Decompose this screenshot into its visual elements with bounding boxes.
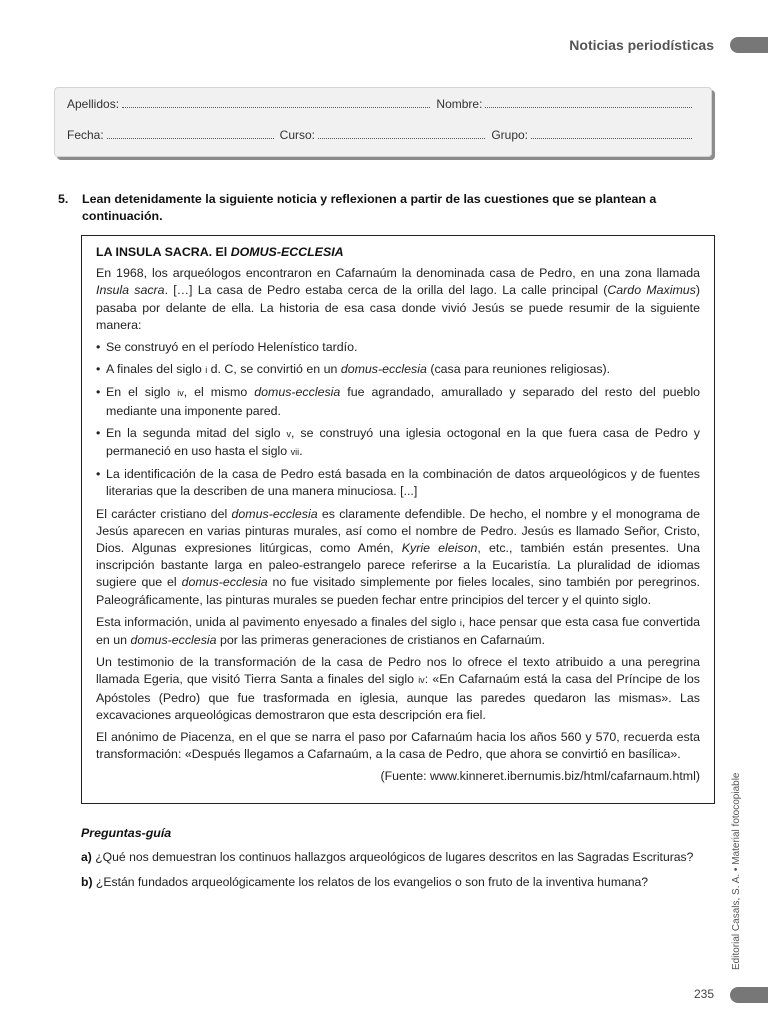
article-intro: En 1968, los arqueólogos encontraron en Cafarnaúm la denominada casa de Pedro, en una zona llamada Insula sacra. […] La casa de Pedro estaba cerca de la orilla del lago. La calle principal (Cardo Maximus) pasaba por delante de ella. La historia de esa casa donde vivió Jesús se puede resumir de la siguiente manera: [96,266,701,332]
question-5 [58,191,714,225]
article-source: (Fuente: www.kinneret.ibernumis.biz/html/cafarnaum.html) [380,769,700,784]
nombre-line[interactable] [485,97,692,108]
nombre-field[interactable] [436,97,698,111]
apellidos-field[interactable] [67,97,436,111]
list-item: • En la segunda mitad del siglo v, se construyó una iglesia octogonal en la que fuera casa de Pedro y permaneció en uso hasta el siglo vii. [96,425,700,459]
header-tab-marker [730,37,768,53]
article-paragraph: Esta información, unida al pavimento enyesado a finales del siglo i, hace pensar que esta casa fue convertida en un domus-ecclesia por las primeras generaciones de cristianos en Cafarnaúm. [96,614,701,648]
apellidos-line[interactable] [122,97,430,108]
article-paragraph: El carácter cristiano del domus-ecclesia es claramente defendible. De hecho, el nombre y el monograma de Jesús aparecen en varias pinturas murales, así como el nombre de Pedro. Jesús es llamado Señor, Cristo, Dios. Algunas expresiones litúrgicas, como Amén, Kyrie eleison, etc., también están presentes. Una inscripción bastante larga en paleo-estrangelo parece referirse a la Eucaristía. La pluralidad de idiomas sugiere que el domus-ecclesia no fue visitado simplemente por fieles locales, sino también por peregrinos. Paleográficamente, las pinturas murales se pueden fechar entre principios del tercer y el quinto siglo. [96,506,700,607]
curso-field[interactable] [280,128,492,142]
grupo-field[interactable] [491,128,698,142]
nombre-label: Nombre: [436,97,483,111]
article-title: LA INSULA SACRA. El DOMUS-ECCLESIA [96,245,344,259]
page-header-title: Noticias periodísticas [569,37,714,53]
news-article-box [81,235,715,804]
curso-label: Curso: [279,128,315,142]
student-info-form [54,87,712,157]
grupo-line[interactable] [531,128,692,139]
footer-tab-marker [730,987,768,1003]
form-row-name [67,97,698,111]
list-item: • Se construyó en el período Helenístico tardío. [96,340,358,355]
apellidos-label: Apellidos: [67,97,120,111]
fecha-field[interactable] [67,128,280,142]
guide-question-b: b) ¿Están fundados arqueológicamente los relatos de los evangelios o son fruto de la inventiva humana? [81,875,649,889]
curso-line[interactable] [318,128,485,139]
guide-questions-title: Preguntas-guía [81,826,172,840]
grupo-label: Grupo: [491,128,529,142]
publisher-side-note: Editorial Casals, S. A. • Material fotocopiable [731,772,742,970]
form-row-class [67,128,698,142]
guide-question-a: a) ¿Qué nos demuestran los continuos hallazgos arqueológicos de lugares descritos en las Sagradas Escrituras? [81,850,694,864]
article-paragraph: Un testimonio de la transformación de la casa de Pedro nos lo ofrece el texto atribuido a una peregrina llamada Egeria, que visitó Tierra Santa a finales del siglo iv: «En Cafarnaúm está la casa del Príncipe de los Apóstoles (Pedro) que fue trasformada en iglesia, aunque las paredes quedaron las mismas». Las excavaciones arqueológicas demostraron que esta descripción era fiel. [96,655,700,722]
fecha-label: Fecha: [67,128,104,142]
list-item: • En el siglo iv, el mismo domus-ecclesia fue agrandado, amurallado y separado del resto del pueblo mediante una imponente pared. [96,385,700,418]
article-paragraph: El anónimo de Piacenza, en el que se narra el paso por Cafarnaúm hacia los años 560 y 570, recuerda esta transformación: «Después llegamos a Cafarnaúm, a la casa de Pedro, que ahora se convirtió en basílica». [96,730,700,762]
list-item: • La identificación de la casa de Pedro está basada en la combinación de datos arqueológicos y de fuentes literarias que la describen de una manera minuciosa. [...] [96,467,700,499]
question-number: 5. [58,192,69,206]
question-text: Lean detenidamente la siguiente noticia y reflexionen a partir de las cuestiones que se plantean a continuación. [82,192,657,223]
list-item: • A finales del siglo i d. C, se convirtió en un domus-ecclesia (casa para reuniones religiosas). [96,362,611,377]
page-number: 235 [693,987,714,1001]
fecha-line[interactable] [107,128,274,139]
